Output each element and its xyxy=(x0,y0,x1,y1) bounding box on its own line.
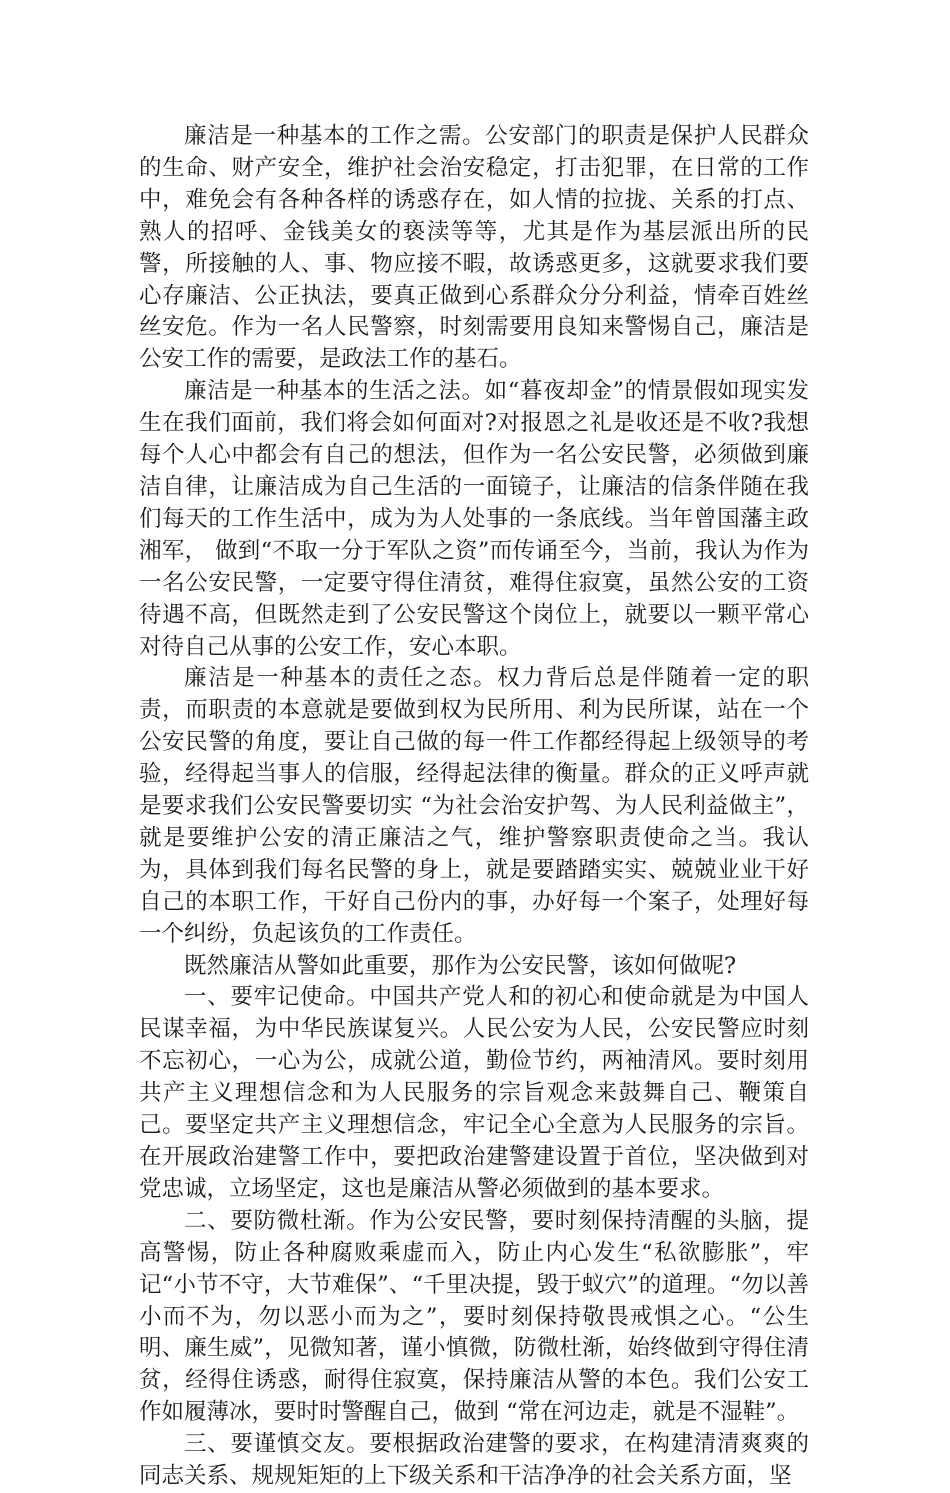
paragraph-question: 既然廉洁从警如此重要，那作为公安民警，该如何做呢? xyxy=(184,952,737,979)
paragraph-point-three: 三、要谨慎交友。要根据政治建警的要求，在构建清清爽爽的同志关系、规规矩矩的上下级关系和干洁净净的社会关系方面，坚 xyxy=(139,1431,809,1490)
paragraph-responsibility: 廉洁是一种基本的责任之态。权力背后总是伴随着一定的职责，而职责的本意就是要做到权为民所用、利为民所谋，站在一个公安民警的角度，要让自己做的每一件工作都经得起上级领导的考验，经得起当事人的信服，经得起法律的衡量。群众的正义呼声就是要求我们公安民警要切实 “为社会治安护驾、为人民利益做主”，就是要维护公安的清正廉洁之气，维护警察职责使命之当。我认为，具体到我们每名民警的身上，就是要踏踏实实、兢兢业业干好自己的本职工作，干好自己份内的事，办好每一个案子，处理好每一个纠纷，负起该负的工作责任。 xyxy=(139,665,809,947)
paragraph-life-method: 廉洁是一种基本的生活之法。如“暮夜却金”的情景假如现实发生在我们面前，我们将会如何面对?对报恩之礼是收还是不收?我想每个人心中都会有自己的想法，但作为一名公安民警，必须做到廉洁自律，让廉洁成为自己生活的一面镜子，让廉洁的信条伴随在我们每天的工作生活中，成为为人处事的一条底线。当年曾国藩主政湘军， 做到“不取一分于军队之资”而传诵至今，当前，我认为作为一名公安民警，一定要守得住清贫，难得住寂寞，虽然公安的工资待遇不高，但既然走到了公安民警这个岗位上，就要以一颗平常心对待自己从事的公安工作，安心本职。 xyxy=(139,378,809,660)
paragraph-point-one: 一、要牢记使命。中国共产党人和的初心和使命就是为中国人民谋幸福，为中华民族谋复兴。人民公安为人民，公安民警应时刻不忘初心，一心为公，成就公道，勤俭节约，两袖清风。要时刻用共产主义理想信念和为人民服务的宗旨观念来鼓舞自己、鞭策自己。要坚定共产主义理想信念，牢记全心全意为人民服务的宗旨。在开展政治建警工作中，要把政治建警建设置于首位，坚决做到对党忠诚，立场坚定，这也是廉洁从警必须做到的基本要求。 xyxy=(139,984,809,1202)
paragraph-point-two: 二、要防微杜渐。作为公安民警，要时刻保持清醒的头脑，提高警惕，防止各种腐败乘虚而入，防止内心发生“私欲膨胀”，牢记“小节不守，大节难保”、“千里决提，毁于蚁穴”的道理。“勿以善小而不为，勿以恶小而为之”，要时刻保持敬畏戒惧之心。“公生明、廉生威”，见微知著，谨小慎微，防微杜渐，始终做到守得住清贫，经得住诱惑，耐得住寂寞，保持廉洁从警的本色。我们公安工作如履薄冰，要时时警醒自己，做到 “常在河边走，就是不湿鞋”。 xyxy=(139,1207,809,1426)
paragraph-work-need: 廉洁是一种基本的工作之需。公安部门的职责是保护人民群众的生命、财产安全，维护社会治安稳定，打击犯罪，在日常的工作中，难免会有各种各样的诱惑存在，如人情的拉拢、关系的打点、熟人的招呼、金钱美女的亵渎等等，尤其是作为基层派出所的民警，所接触的人、事、物应接不暇，故诱惑更多，这就要求我们要心存廉洁、公正执法，要真正做到心系群众分分利益，情牵百姓丝丝安危。作为一名人民警察，时刻需要用良知来警惕自己，廉洁是公安工作的需要，是政法工作的基石。 xyxy=(139,123,809,373)
body-text xyxy=(139,121,809,1493)
